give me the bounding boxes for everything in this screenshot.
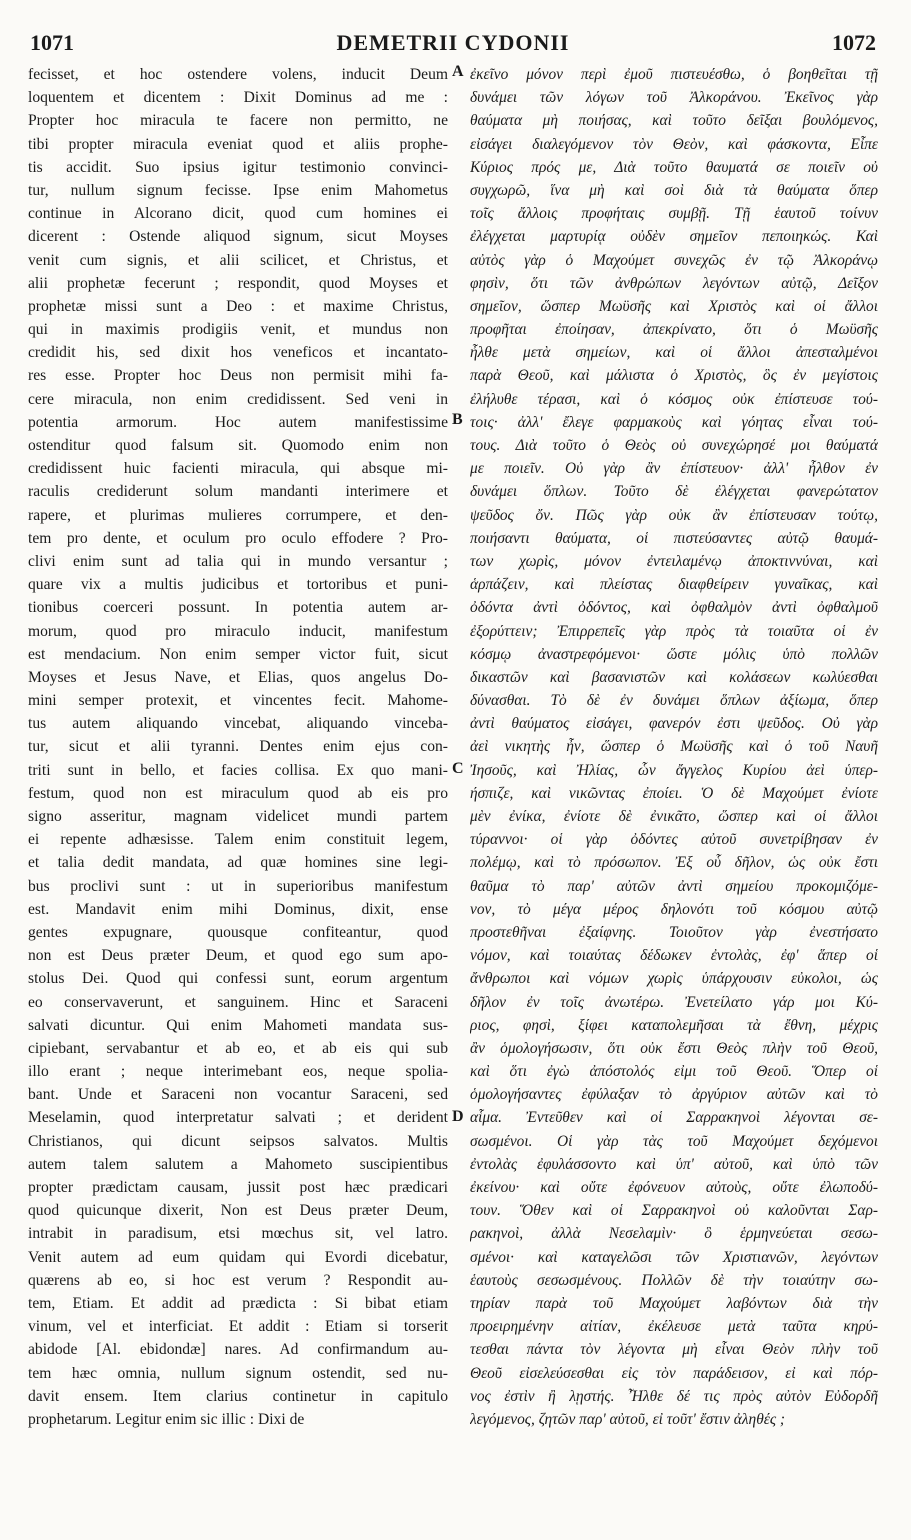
latin-text-line: dicerent : Ostende aliquod signum, sicut Moyses (28, 228, 448, 246)
greek-text-line: ἐκείνου· καὶ οὔτε ἐφόνευον αὐτοὺς, οὔτε ἐλωποδύ- (470, 1179, 878, 1196)
greek-text-line: νον, τὸ μέγα μέρος δηλονότι τοῦ κόσμου αὐτῷ (470, 900, 878, 918)
latin-text-line: qui in maximis prodigiis venit, et mundus non (28, 321, 448, 339)
latin-text-line: prophetæ missi sunt a Deo : et maxime Christus, (28, 297, 448, 315)
latin-text-line: quærens ab eo, si hoc est verum ? Respondit au- (28, 1271, 448, 1289)
greek-text-line: ἦλθε μετὰ σημείων, καὶ οἱ ἄλλοι ἀπεσταλμένοι (470, 344, 878, 362)
page-number-right: 1072 (832, 30, 876, 55)
latin-text-line: tus autem aliquando vincebat, aliquando vinceba- (28, 715, 448, 733)
section-marker-c: C (452, 760, 464, 777)
latin-text-line: rapere, et plurimas mulieres corrumpere, et den- (28, 506, 448, 524)
greek-text-line: τύραννοι· οἱ γὰρ ὀδόντες αὐτοῦ συνετρίβησαν ἐν (470, 831, 878, 849)
latin-column (28, 63, 448, 1431)
latin-text-line: et talia dedit mandata, ad quæ homines sine legi- (28, 854, 448, 872)
latin-text-line: gentes expugnare, quousque confiteantur, quod (28, 923, 448, 941)
latin-text-line: venit cum signis, et alii scilicet, et Christus, et (28, 251, 448, 269)
greek-text-line: νόμον, καὶ τοιαύτας δέδωκεν ἐντολὰς, ἐφ' ἅπερ οἱ (470, 947, 878, 965)
latin-text-line: morum, quod pro miraculo inducit, manifestum (28, 622, 448, 640)
latin-text-line: signo asseritur, magnam videlicet mundi partem (28, 808, 448, 825)
latin-text-line: bus proclivi sunt : ut in superioribus manifestum (28, 877, 448, 895)
latin-text-line: est. Mandavit enim mihi Dominus, dixit, ense (28, 900, 448, 918)
latin-text-line: clivi enim sunt ad talia qui in mundo versantur ; (28, 552, 448, 570)
latin-text-line: credidissent huic facienti miracula, qui absque mi- (28, 460, 448, 478)
greek-text-line: Ἰησοῦς, καὶ Ἠλίας, ὧν ἄγγελος Κυρίου ἀεὶ ὑπερ- (470, 761, 878, 779)
latin-text-line: quare vix a multis judicibus et tortoribus et puni- (28, 576, 448, 594)
running-title: DEMETRII CYDONII (336, 30, 570, 55)
greek-text-line: τοις· ἀλλ' ἔλεγε φαρμακοὺς καὶ γόητας εἶναι τού- (470, 413, 878, 431)
greek-text-line: σημεῖον, ὥσπερ Μωϋσῆς καὶ Χριστὸς καὶ οἱ ἄλλοι (470, 297, 878, 315)
section-marker-a: A (452, 63, 464, 80)
greek-text-line: ἐκεῖνο μόνον περὶ ἐμοῦ πιστευέσθω, ὁ βοηθεῖται τῇ (470, 66, 878, 83)
greek-text-line: ἄνθρωποι καὶ νόμων χωρὶς ὑπάρχουσιν εὐκολοι, ὡς (470, 970, 878, 988)
greek-text-line: αὐτὸς γὰρ ὁ Μαχούμετ συνεχῶς ἐν τῷ Ἀλκοράνῳ (470, 251, 878, 269)
latin-text-line: tur, sicut et alii tyranni. Dentes enim ejus con- (28, 738, 448, 756)
latin-text-line: propter prædictam causam, jussit post hæc prædicari (28, 1179, 448, 1196)
greek-text-line: τους. Διὰ τοῦτο ὁ Θεὸς οὐ συνεχώρησέ μοι θαύματά (470, 437, 878, 454)
greek-text-line: νος ἐστὶν ἢ λῃστής. Ἦλθε δέ τις πρὸς αὐτὸν Εὐδορδῆ (470, 1387, 878, 1405)
greek-text-line: προφῆται ἐποίησαν, ἀπεκρίνατο, ὅτι ὁ Μωϋσῆς (470, 321, 878, 339)
greek-text-line: τουν. Ὅθεν καὶ οἱ Σαρρακηνοὶ οὐ καλοῦνται Σαρ- (470, 1202, 878, 1220)
greek-text-line: ρακηνοὶ, ἀλλὰ Νεσελαμὶν· ὃ ἑρμηνεύεται σεσω- (470, 1225, 878, 1243)
latin-text-line: Propter hoc miracula te facere non permitto, ne (28, 112, 448, 130)
latin-text-line: potentia armorum. Hoc autem manifestissime (28, 413, 448, 431)
greek-text-line: ἂν ὁμολογήσωσιν, ὅτι οὐκ ἔστι Θεὸς πλὴν τοῦ Θεοῦ, (470, 1039, 878, 1057)
latin-text-line: alii prophetæ fecerunt ; respondit, quod Moyses et (28, 274, 448, 292)
greek-text-line: ήσπιζε, καὶ νικῶντας ἐποίει. Ὁ δὲ Μαχούμετ ἐνίοτε (470, 784, 878, 802)
page-number-left: 1071 (30, 30, 74, 55)
latin-text-line: stolus Dei. Quod qui confessi sunt, eorum argentum (28, 970, 448, 988)
latin-text-line: tem hæc omnia, nullum signum ostendit, sed nu- (28, 1364, 448, 1382)
greek-text-line: τεσθαι πάντα τὸν λέγοντα μὴ εἶναι Θεὸν πλὴν τοῦ (470, 1341, 878, 1359)
latin-text-line: triti sunt in bello, et facies collisa. Ex quo mani- (28, 761, 448, 779)
greek-text-line: παρὰ Θεοῦ, καὶ μάλιστα ὁ Χριστὸς, ὃς ἐν μεγίστοις (470, 367, 878, 385)
latin-text-line: davit ensem. Item clarius continetur in capitulo (28, 1387, 448, 1405)
greek-text-line: προειρημένην αἰτίαν, ἐκέλευσε μετὰ ταῦτα κηρύ- (470, 1318, 878, 1336)
greek-text-line: φησὶν, ὅτι τῶν ἀνθρώπων λεγόντων αὐτῷ, Δεῖξον (470, 274, 878, 292)
latin-text-line: Meselamin, quod interpretatur salvati ; et derident (28, 1109, 448, 1127)
latin-text-line: res esse. Propter hoc Deus non permisit mihi fa- (28, 367, 448, 385)
latin-text-line: credidit his, sed dixit hos veneficos et incantato- (28, 344, 448, 362)
latin-text-line: abidode [Al. ebidondæ] nares. Ad confirmandum au- (28, 1341, 448, 1359)
greek-text-line: θαύματα μὴ ποιήσας, καὶ τοῦτο δεῖξαι βουλόμενος, (470, 112, 878, 130)
greek-text-line: δικαστῶν καὶ βασανιστῶν καὶ κολάσεων κωλύεσθαι (470, 668, 878, 686)
greek-text-line: ἀεὶ νικητὴς ἦν, ὥσπερ ὁ Μωϋσῆς καὶ ὁ τοῦ Ναυῆ (470, 738, 878, 756)
page-header (30, 30, 876, 60)
greek-text-line: λεγόμενος, ζητῶν παρ' αὐτοῦ, εἰ τοῦτ' ἔστιν ἀληθές ; (470, 1410, 786, 1428)
greek-text-line: καὶ ὅτι ἐγὼ ἀπόστολός εἰμι τοῦ Θεοῦ. Ὅπερ οἱ (470, 1063, 878, 1081)
greek-text-line: ὀδόντα ἀντὶ ὀδόντος, καὶ ὀφθαλμὸν ἀντὶ ὀφθαλμοῦ (470, 599, 878, 617)
greek-text-line: δῆλον ἐν τοῖς ἀνωτέρω. Ἐνετείλατο γάρ μοι Κύ- (470, 993, 878, 1011)
greek-text-line: ἐλήλυθε τέρασι, καὶ ὁ κόσμος οὐκ ἐπίστευσε τού- (470, 390, 878, 408)
greek-text-line: αἷμα. Ἐντεῦθεν καὶ οἱ Σαρρακηνοὶ λέγονται σε- (470, 1109, 878, 1127)
latin-text-line: ei repente adhæsisse. Talem enim constituit legem, (28, 831, 448, 849)
latin-text-line: vinum, vel et interficiat. Et addit : Etiam si torserit (28, 1318, 448, 1336)
latin-text-line: tem, Etiam. Et addit ad prædicta : Si bibat etiam (28, 1294, 448, 1312)
greek-text-line: ψεῦδος ὄν. Πῶς γὰρ οὐκ ἂν ἐπίστευσαν τούτῳ, (470, 506, 878, 524)
latin-text-line: salvati dicuntur. Qui enim Mahometi mandata sus- (28, 1016, 448, 1034)
latin-text-line: tis accidit. Suo ipsius igitur testimonio convinci- (28, 158, 448, 176)
latin-text-line: autem talem salutem a Mahometo suscipientibus (28, 1155, 448, 1173)
latin-text-line: Moyses et Jesus Nave, et Elias, quos angelus Do- (28, 668, 448, 686)
greek-text-line: ποιήσαντι θαύματα, οἱ πιστεύσαντες αὐτῷ θαυμά- (470, 529, 878, 547)
latin-text-line: mini semper protexit, et vincentes fecit. Mahome- (28, 692, 448, 710)
latin-text-line: Christianos, qui dicunt seipsos salvatos. Multis (28, 1132, 448, 1150)
latin-text-line: cere miracula, non enim credidissent. Sed veni in (28, 390, 448, 408)
greek-text-line: τοῖς ἄλλοις προφήταις συμβῇ. Τῇ ἑαυτοῦ τοίνυν (470, 205, 878, 223)
latin-text-line: cipiebant, servabantur et ab eo, et ab eis qui sub (28, 1039, 448, 1057)
latin-text-line: tem pro dente, et oculum pro oculo effodere ? Pro- (28, 529, 448, 547)
latin-text-line: prophetarum. Legitur enim sic illic : Dixi de (28, 1410, 305, 1428)
greek-column (470, 63, 878, 1431)
latin-text-line: est mendacium. Non enim semper victor fuit, sicut (28, 645, 448, 663)
greek-text-line: Θεοῦ εἰσελεύσεσθαι εἰς τὸν παράδεισον, εἰ καὶ πόρ- (470, 1364, 878, 1382)
latin-text-line: continue in Alcorano dicit, quod cum homines ei (28, 205, 448, 223)
latin-text-line: quod quicunque dixerit, Non est Deus præter Deum, (28, 1202, 448, 1220)
latin-text-line: tur, nullum signum fecisse. Ipse enim Mahometus (28, 181, 448, 199)
greek-text-line: δυνάμει τῶν λόγων τοῦ Ἀλκοράνου. Ἐκεῖνος γὰρ (470, 89, 878, 107)
greek-text-line: θαῦμα τὸ παρ' αὐτῶν ἀντὶ σημείου προκομιζόμε- (470, 877, 878, 895)
latin-text-line: raculis crediderunt solum mandanti interimere et (28, 483, 448, 501)
latin-text-line: bant. Unde et Saraceni non vocantur Saraceni, sed (28, 1086, 448, 1104)
greek-text-line: εἰσάγει διαλεγόμενον τὸν Θεὸν, καὶ φάσκοντα, Εἶπε (470, 135, 878, 153)
latin-text-line: eo conservaverunt, et sanguinem. Hinc et Saraceni (28, 993, 448, 1011)
greek-text-line: δυνάμει ὅπλων. Τοῦτο δὲ ἐλέγχεται φανερώτατον (470, 483, 878, 501)
greek-text-line: σωσμένοι. Οἱ γὰρ τὰς τοῦ Μαχούμετ δεχόμενοι (470, 1132, 878, 1150)
greek-text-line: ἐντολὰς ἐφυλάσσοντο καὶ ὑπ' αὐτοῦ, καὶ ὑπὸ τῶν (470, 1155, 878, 1173)
greek-text-line: μὲν ἐνίκα, ἐνίοτε δὲ ἐνικᾶτο, ὥσπερ καὶ οἱ ἄλλοι (470, 808, 878, 825)
greek-text-line: ἀντὶ θαύματος εἰσάγει, φανερόν ἐστι ψεῦδος. Οὐ γὰρ (470, 715, 878, 733)
greek-text-line: σμένοι· καὶ καταγελῶσι τῶν Χριστιανῶν, λεγόντων (470, 1248, 878, 1266)
greek-text-line: προστεθῆναι ἐξαίφνης. Τοιοῦτον γὰρ ἐνεστήσατο (470, 923, 878, 941)
greek-text-line: ριος, φησὶ, ξίφει καταπολεμῆσαι τὰ ἔθνη, μέχρις (470, 1016, 878, 1034)
latin-text-line: fecisset, et hoc ostendere volens, inducit Deum (28, 66, 448, 83)
greek-text-line: ἑαυτοὺς σεσωσμένους. Πολλῶν δὲ τὴν τοιαύτην σω- (470, 1271, 878, 1289)
latin-text-line: Venit autem ad eum quidam qui Evordi dicebatur, (28, 1248, 448, 1266)
latin-text-line: non est Deus præter Deum, et quod ego sum apo- (28, 947, 448, 965)
greek-text-line: ἐξορύττειν; Ἐπιρρεπεῖς γὰρ πρὸς τὰ τοιαῦτα οἱ ἐν (470, 622, 878, 640)
greek-text-line: με ποιεῖν. Οὐ γὰρ ἂν ἐπίστευον· ἀλλ' ἦλθον ἐν (470, 460, 878, 478)
greek-text-line: κόσμῳ ἀναστρεφόμενοι· ὥστε μόλις ὑπὸ πολλῶν (470, 645, 878, 663)
latin-text-line: loquentem et dicentem : Dixit Dominus ad me : (28, 89, 448, 107)
greek-text-line: δύνασθαι. Τὸ δὲ ἐν δυνάμει ὅπλων ἀξίωμα, ὅπερ (470, 692, 878, 710)
latin-text-line: illo erant ; neque interimebant eos, neque spolia- (28, 1063, 448, 1081)
section-marker-b: B (452, 411, 463, 428)
greek-text-line: των χωρὶς, μόνον ἐντειλαμένῳ ἀποκτιννύναι, καὶ (470, 552, 878, 570)
latin-text-line: tibi propter miracula eveniat quod et aliis prophe- (28, 135, 448, 153)
greek-text-line: ἁρπάζειν, καὶ πλείστας διαφθείρειν γυναῖκας, καὶ (470, 576, 878, 594)
latin-text-line: festum, quod non est miraculum quod ab eis pro (28, 784, 448, 802)
latin-text-line: tionibus coerceri possunt. In potentia autem ar- (28, 599, 448, 617)
greek-text-line: συγχωρῶ, ἵνα μὴ καὶ σοὶ διὰ τὰ θαύματα ὅπερ (470, 181, 878, 199)
greek-text-line: πολέμῳ, καὶ τὸ πρόσωπον. Ἐξ οὗ δῆλον, ὡς οὐκ ἔστι (470, 854, 878, 872)
greek-text-line: Κύριος πρός με, Διὰ τοῦτο θαυματά σε ποιεῖν οὐ (470, 158, 878, 176)
greek-text-line: ὁμολογήσαντες ἐφύλαξαν τὸ ἀργύριον αὐτῶν καὶ τὸ (470, 1086, 878, 1104)
section-marker-d: D (452, 1108, 464, 1125)
greek-text-line: ἐλέγχεται μαρτυρίᾳ οὐδὲν σημεῖον πεποιηκώς. Καὶ (470, 228, 878, 246)
greek-text-line: τηρίαν παρὰ τοῦ Μαχούμετ λαβόντων διὰ τὴν (470, 1294, 878, 1312)
latin-text-line: intrabit in paradisum, etsi mœchus sit, vel latro. (28, 1225, 448, 1243)
latin-text-line: ostenditur quod falsum sit. Quomodo enim non (28, 437, 448, 454)
